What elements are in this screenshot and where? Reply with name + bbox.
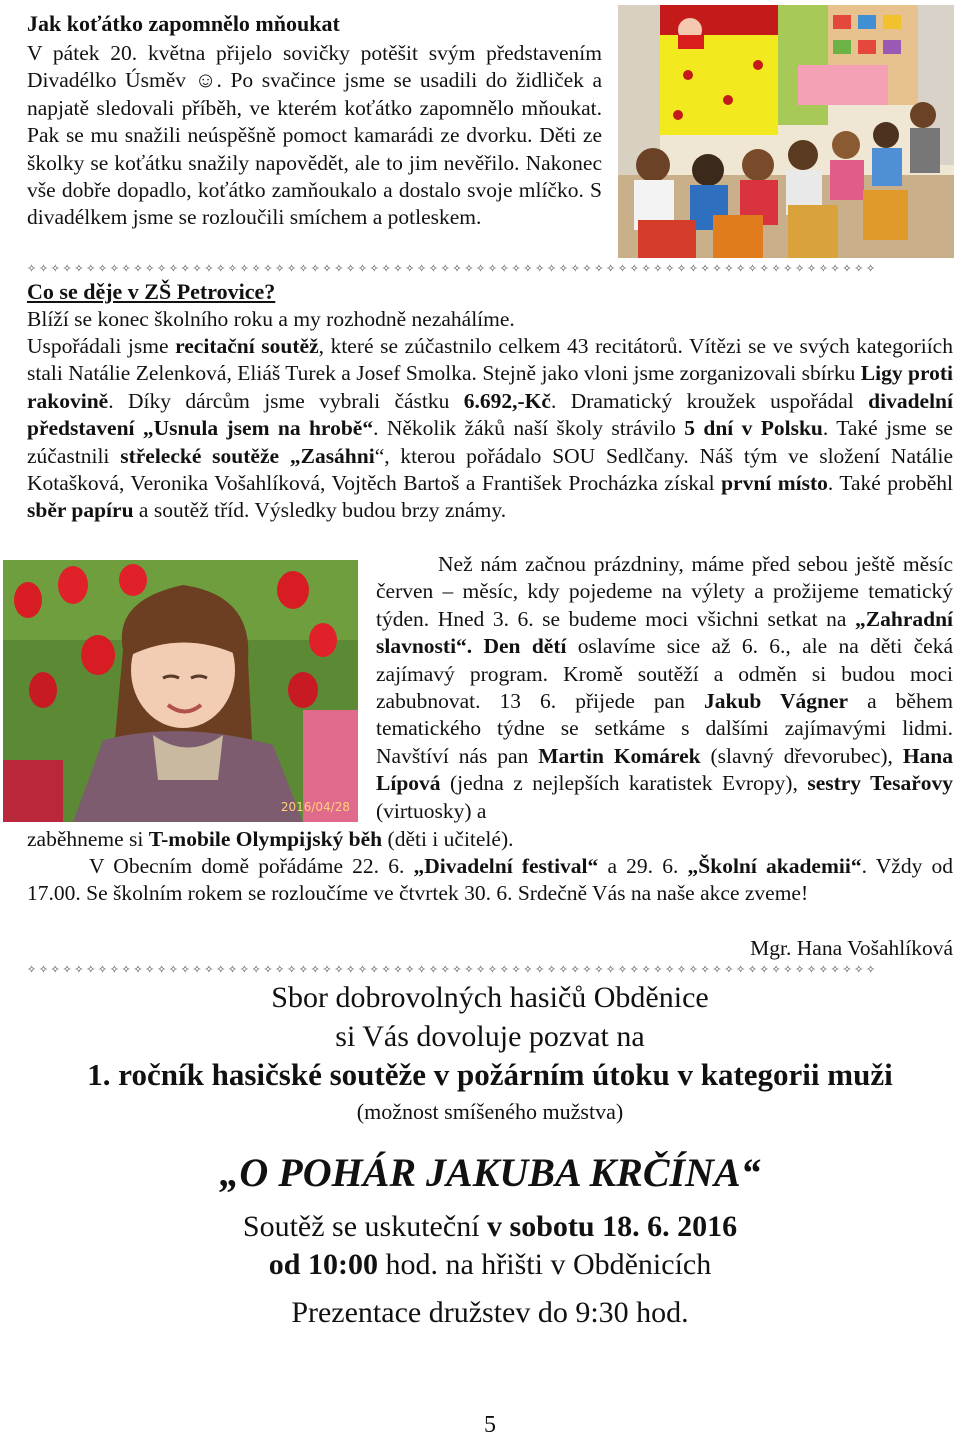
- p2-text: , které se zúčastnilo celkem 43 recitátorů. Vítězi se ve svých kategoriích stali Natálie Zelenková, Eliáš Turek a Josef Smolka. Stejně jako vloni jsme zorganizovali sbírku: [27, 334, 953, 386]
- article-school-paragraph: [27, 333, 953, 525]
- p3-bold: „Zahradní slavnosti“. Den dětí: [376, 606, 953, 659]
- p3-bold: Martin Komárek: [538, 743, 701, 768]
- invitation-organizer: Sbor dobrovolných hasičů Obděnice: [271, 981, 709, 1014]
- photo-girl-tulips: [3, 560, 358, 822]
- invitation-invite-line: si Vás dovoluje pozvat na: [335, 1020, 645, 1053]
- invitation-note: (možnost smíšeného mužstva): [356, 1099, 624, 1124]
- p2-bold: sběr papíru: [27, 498, 134, 523]
- p2-bold: Ligy proti rakovině: [27, 361, 953, 413]
- photo-date-stamp: 2016/04/28: [280, 800, 350, 814]
- p4-text: V Obecním domě pořádáme 22. 6.: [89, 854, 414, 878]
- p2-bold: 5 dní v Polsku: [684, 416, 823, 441]
- time-bold: od 10:00: [268, 1248, 378, 1281]
- p2-text: . Dramatický kroužek uspořádal: [550, 388, 869, 413]
- p3-text: zaběhneme si: [27, 827, 149, 851]
- p2-bold: divadelní představení „Usnula jsem na hrobě“: [27, 388, 953, 441]
- p2-text: “, kterou pořádalo SOU Sedlčany. Náš tým ve složení Natálie Kotašková, Veronika Vošahlíková, Vojtěch Bartoš a František Procházka získal: [27, 443, 953, 496]
- p2-bold: střelecké soutěže „Zasáhni: [120, 443, 375, 468]
- p2-text: a soutěž tříd. Výsledky budou brzy známy.: [133, 498, 507, 523]
- article-school-run: [27, 826, 953, 853]
- article-title-kitten: Jak koťátko zapomnělo mňoukat: [27, 11, 340, 36]
- p3-bold: T-mobile Olympijský běh: [148, 827, 383, 851]
- article-school-plans: [376, 551, 953, 825]
- article-kitten-text: V pátek 20. května přijelo sovičky potěšit svým představením Divadélko Úsměv ☺. Po svačince jsme se usadili do židliček a napjatě sledovali příběh, ve kterém koťátko zapomnělo mňoukat. Pak se mu snažili neúspěšně pomoct kamarádi ze dvorku. Děti ze školky se koťátku snažily napovědět, ale to jim nevěřilo. Nakonec vše dobře dopadlo, koťátko zamňoukalo a dostalo svoje mlíčko. S divadélkem jsme se rozloučili smíchem a potleskem.: [27, 41, 602, 230]
- p2-text: . Také proběhl: [827, 471, 953, 496]
- article-heading-school: Co se děje v ZŠ Petrovice?: [27, 279, 276, 304]
- p3-text: (virtuosky) a: [376, 798, 487, 823]
- article-school-intro: Blíží se konec školního roku a my rozhodně nezahálíme.: [27, 307, 515, 331]
- date-text: Soutěž se uskuteční: [242, 1210, 488, 1243]
- p2-bold: první místo: [721, 471, 828, 496]
- p4-bold: „Školní akademii“: [687, 854, 862, 878]
- date-bold: v sobotu 18. 6. 2016: [487, 1210, 738, 1243]
- p4-bold: „Divadelní festival“: [413, 854, 599, 878]
- p2-text: . Také jsme se zúčastnili: [27, 416, 953, 468]
- p3-text: (děti i učitelé).: [382, 827, 514, 851]
- p2-text: . Několik žáků naší školy strávilo: [373, 416, 685, 441]
- invitation-event-title: 1. ročník hasičské soutěže v požárním útoku v kategorii muži: [87, 1057, 893, 1092]
- signature: Mgr. Hana Vošahlíková: [750, 936, 953, 960]
- p2-bold: recitační soutěž: [175, 334, 319, 358]
- p3-bold: sestry Tesařovy: [807, 771, 953, 796]
- article-school-events: [27, 853, 953, 908]
- p3-bold: Jakub Vágner: [703, 689, 849, 714]
- girl-tulips-illustration: [3, 560, 358, 822]
- invitation-date: [20, 1209, 960, 1245]
- p3-text: (slavný dřevorubec),: [700, 743, 903, 768]
- ornament-divider: ✧✧✧✧✧✧✧✧✧✧✧✧✧✧✧✧✧✧✧✧✧✧✧✧✧✧✧✧✧✧✧✧✧✧✧✧✧✧✧✧✧✧✧✧✧✧✧✧✧✧✧✧✧✧✧✧✧✧✧✧✧✧✧✧✧✧✧✧✧✧✧✧: [27, 263, 878, 275]
- p2-bold: 6.692,-Kč: [463, 388, 551, 413]
- invitation-cup-name: „O POHÁR JAKUBA KRČÍNA“: [219, 1150, 761, 1195]
- invitation-time-place: [20, 1247, 960, 1283]
- ornament-divider: ✧✧✧✧✧✧✧✧✧✧✧✧✧✧✧✧✧✧✧✧✧✧✧✧✧✧✧✧✧✧✧✧✧✧✧✧✧✧✧✧✧✧✧✧✧✧✧✧✧✧✧✧✧✧✧✧✧✧✧✧✧✧✧✧✧✧✧✧✧✧✧✧: [27, 964, 878, 976]
- invitation-registration: Prezentace družstev do 9:30 hod.: [291, 1296, 689, 1329]
- p3-bold: Hana Lípová: [376, 743, 954, 796]
- p4-text: . Vždy od 17.00. Se školním rokem se rozloučíme ve čtvrtek 30. 6. Srdečně Vás na naše akce zveme!: [27, 854, 953, 906]
- p3-text: Než nám začnou prázdniny, máme před sebou ještě měsíc červen – měsíc, kdy pojedeme na výlety a prožijeme tematický týden. Hned 3. 6. se budeme moci všichni setkat na: [376, 552, 953, 631]
- p2-text: . Díky dárcům jsme vybrali částku: [108, 388, 464, 413]
- p2-text: Uspořádali jsme: [27, 334, 176, 358]
- p3-text: (jedna z nejlepších karatistek Evropy),: [440, 771, 808, 796]
- p3-text: a během tematického týdne se setkáme s dalšími zajímavými lidmi. Navštíví nás pan: [376, 689, 953, 768]
- photo-puppet-theatre: [618, 5, 954, 258]
- puppet-theatre-illustration: [618, 5, 954, 258]
- page-number: 5: [484, 1412, 496, 1438]
- p4-text: a 29. 6.: [598, 854, 688, 878]
- place-text: hod. na hřišti v Obděnicích: [377, 1248, 712, 1281]
- p3-text: oslavíme sice až 6. 6., ale na děti čeká zajímavý program. Kromě soutěží a odměn si budou moci zabubnovat. 13 6. přijede pan: [376, 634, 953, 714]
